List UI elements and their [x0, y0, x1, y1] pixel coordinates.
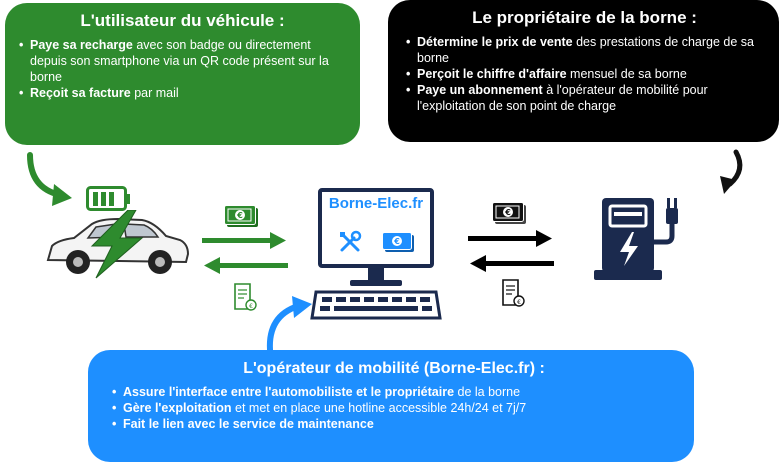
- svg-text:€: €: [517, 299, 521, 306]
- banknote-green-icon: [224, 205, 260, 229]
- operator-title: L'opérateur de mobilité (Borne-Elec.fr) :: [243, 360, 545, 377]
- operator-item: • Gère l'exploitation et met en place une hotline accessible 24h/24 et 7j/7: [112, 400, 676, 416]
- battery-icon: [86, 186, 132, 212]
- curved-arrow-blue-icon: [262, 292, 314, 354]
- operator-item: • Fait le lien avec le service de maintenance: [112, 416, 676, 432]
- banknote-black-icon: [492, 202, 528, 226]
- curved-arrow-green-icon: [20, 150, 80, 210]
- svg-text:€: €: [237, 211, 243, 220]
- user-list: [19, 37, 346, 101]
- svg-text:€: €: [249, 303, 253, 310]
- invoice-green-icon: [232, 282, 258, 312]
- svg-text:€: €: [394, 237, 400, 246]
- operator-info-box: [88, 350, 694, 462]
- electric-car-icon: [40, 210, 190, 280]
- owner-item: • Perçoit le chiffre d'affaire mensuel de sa borne: [406, 66, 763, 82]
- owner-title: Le propriétaire de la borne :: [472, 8, 697, 27]
- operator-item: • Assure l'interface entre l'automobiliste et le propriétaire de la borne: [112, 384, 676, 400]
- user-item: • Paye sa recharge avec son badge ou directement depuis son smartphone via un QR code présent sur la borne: [19, 37, 346, 85]
- owner-info-box: [388, 0, 779, 142]
- monitor-screen: [318, 188, 434, 268]
- user-info-box: [5, 3, 360, 145]
- owner-item: • Paye un abonnement à l'opérateur de mobilité pour l'exploitation de son point de charge: [406, 82, 763, 114]
- curved-arrow-black-icon: [712, 148, 752, 198]
- invoice-black-icon: [500, 278, 526, 308]
- tools-icon: [338, 230, 362, 254]
- svg-text:€: €: [505, 208, 511, 217]
- brand-label: Borne-Elec.fr: [328, 195, 424, 212]
- operator-list: [112, 384, 676, 432]
- banknote-blue-icon: [382, 232, 416, 254]
- exchange-arrows-green-icon: [200, 232, 290, 276]
- user-item: • Reçoit sa facture par mail: [19, 85, 346, 101]
- user-title: L'utilisateur du véhicule :: [80, 11, 285, 30]
- exchange-arrows-black-icon: [466, 230, 556, 274]
- computer-stand-keyboard-icon: [310, 266, 442, 322]
- owner-item: • Détermine le prix de vente des prestations de charge de sa borne: [406, 34, 763, 66]
- charging-station-icon: [592, 192, 702, 284]
- owner-list: [406, 34, 763, 114]
